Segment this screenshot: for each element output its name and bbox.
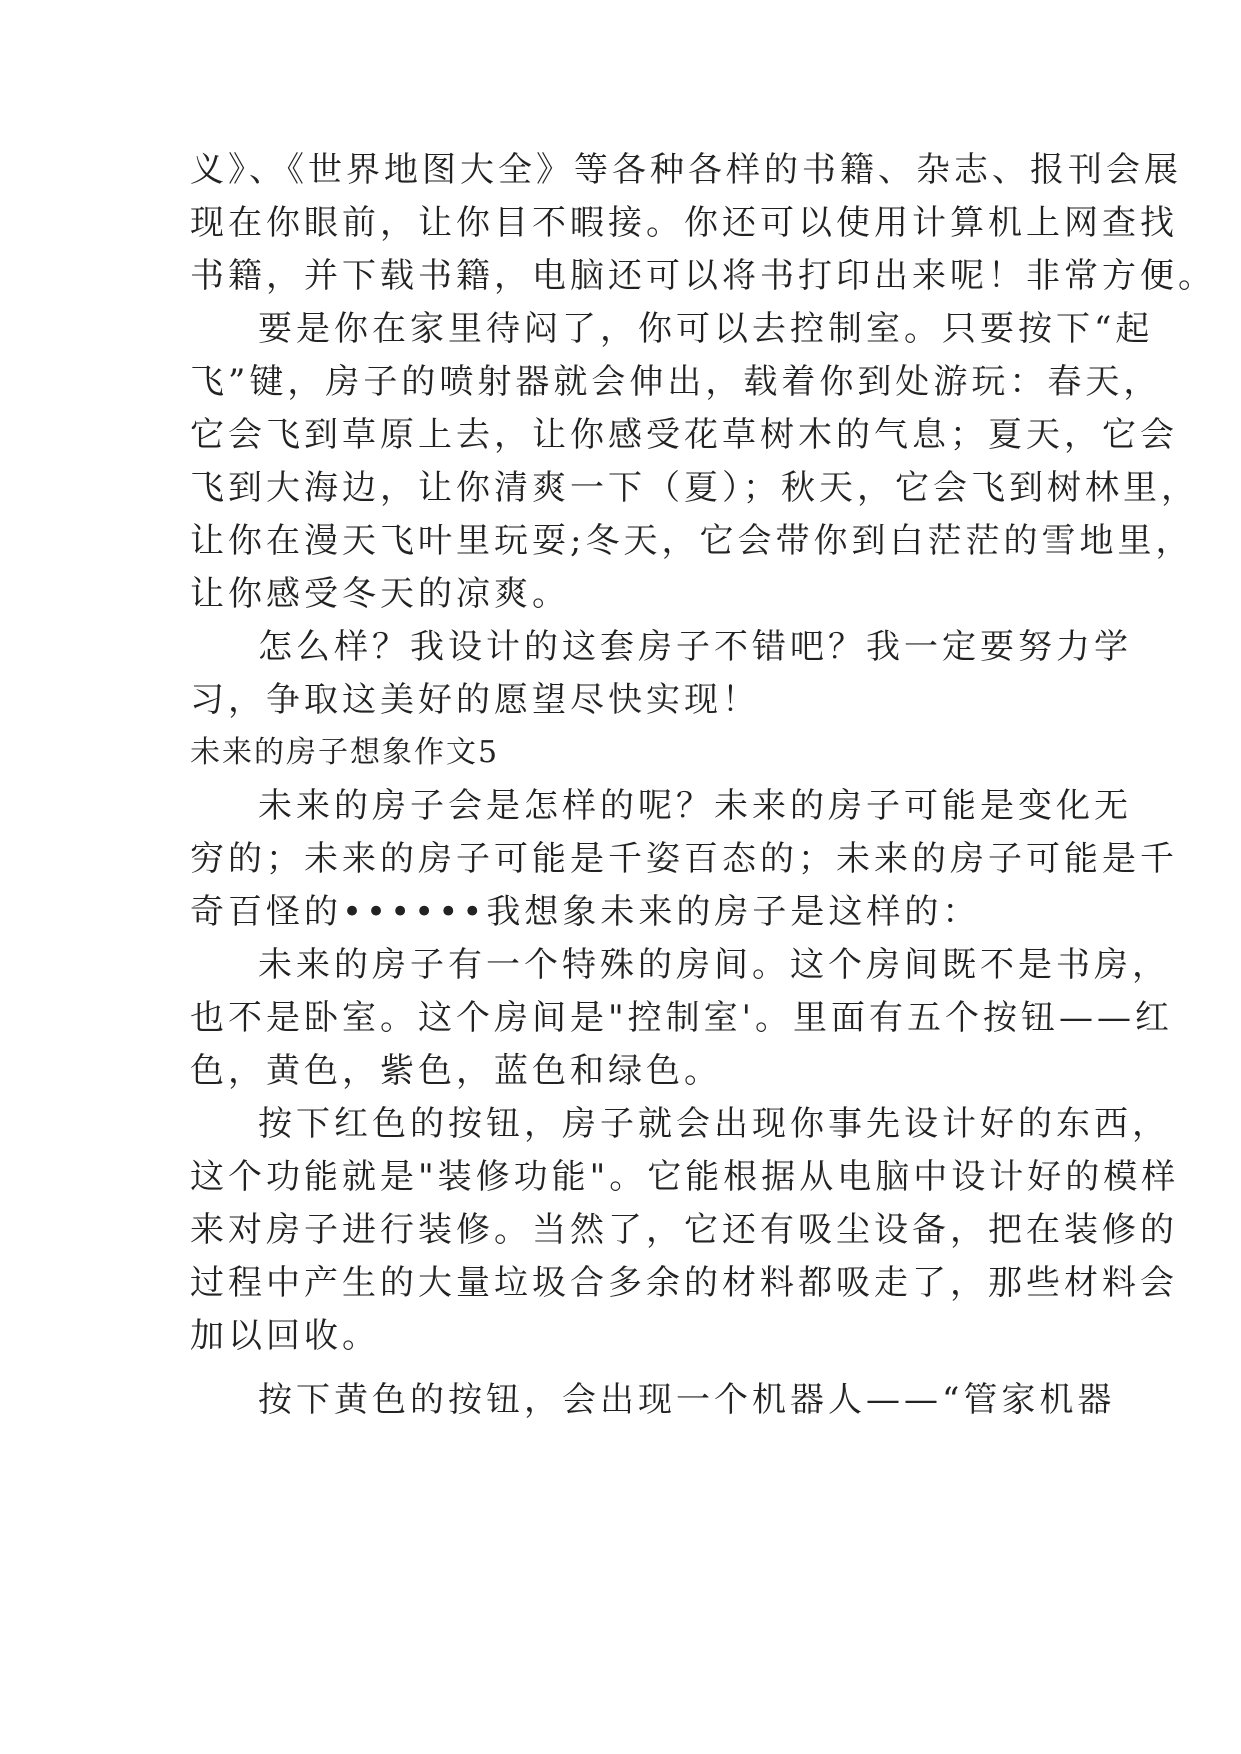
- text-line: 按下黄色的按钮，会出现一个机器人——“管家机器: [258, 1380, 1116, 1420]
- text-line: 它会飞到草原上去，让你感受花草树木的气息；夏天，它会: [190, 415, 1178, 455]
- text-line: 飞到大海边，让你清爽一下（夏）；秋天，它会飞到树林里，: [190, 468, 1199, 508]
- text-line: 色，黄色，紫色，蓝色和绿色。: [190, 1051, 722, 1091]
- text-line: 来对房子进行装修。当然了，它还有吸尘设备，把在装修的: [190, 1210, 1178, 1250]
- text-line: 义》、《世界地图大全》等各种各样的书籍、杂志、报刊会展: [190, 150, 1182, 190]
- text-line: 要是你在家里待闷了，你可以去控制室。只要按下“起: [258, 309, 1154, 349]
- text-line: 按下红色的按钮，房子就会出现你事先设计好的东西，: [258, 1104, 1170, 1144]
- text-line: 也不是卧室。这个房间是"控制室'。里面有五个按钮——红: [190, 998, 1173, 1038]
- text-line: 让你在漫天飞叶里玩耍;冬天，它会带你到白茫茫的雪地里，: [190, 521, 1194, 561]
- text-line: 习，争取这美好的愿望尽快实现！: [190, 680, 760, 720]
- text-line: 这个功能就是"装修功能"。它能根据从电脑中设计好的模样: [190, 1157, 1180, 1197]
- text-line: 过程中产生的大量垃圾合多余的材料都吸走了，那些材料会: [190, 1263, 1178, 1303]
- text-line: 穷的；未来的房子可能是千姿百态的；未来的房子可能是千: [190, 839, 1178, 879]
- text-line: 飞”键，房子的喷射器就会伸出，载着你到处游玩：春天，: [190, 362, 1162, 402]
- text-line: 未来的房子有一个特殊的房间。这个房间既不是书房，: [258, 945, 1170, 985]
- text-line: 加以回收。: [190, 1316, 380, 1356]
- text-line: 怎么样？我设计的这套房子不错吧？我一定要努力学: [258, 627, 1132, 667]
- section-heading: 未来的房子想象作文5: [190, 735, 500, 770]
- text-line: 现在你眼前，让你目不暇接。你还可以使用计算机上网查找: [190, 203, 1178, 243]
- text-line: 未来的房子会是怎样的呢？未来的房子可能是变化无: [258, 786, 1132, 826]
- text-line: 奇百怪的••••••我想象未来的房子是这样的：: [190, 892, 981, 932]
- text-line: 让你感受冬天的凉爽。: [190, 574, 570, 614]
- text-line: 书籍，并下载书籍，电脑还可以将书打印出来呢！非常方便。: [190, 256, 1216, 296]
